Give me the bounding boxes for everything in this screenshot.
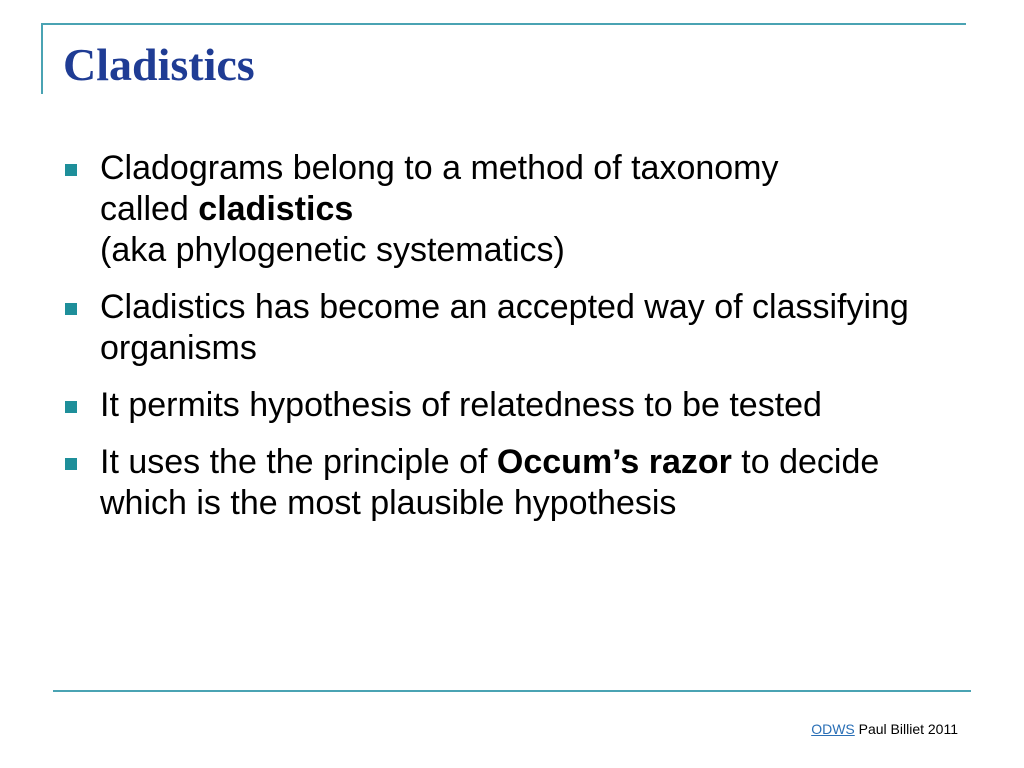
- title-accent-line-top: [41, 23, 966, 25]
- bullet-text: It permits hypothesis of relatedness to be tested: [100, 386, 822, 424]
- footer-credit-text: Paul Billiet 2011: [854, 721, 958, 737]
- footer-credit: [811, 721, 958, 737]
- bullet-list: [62, 148, 972, 540]
- bullet-text-line3: (aka phylogenetic systematics): [100, 231, 565, 269]
- footer-divider-line: [53, 690, 971, 692]
- title-accent-line-left: [41, 23, 43, 94]
- square-bullet-icon: [65, 303, 77, 315]
- square-bullet-icon: [65, 458, 77, 470]
- slide-title: Cladistics: [63, 39, 255, 90]
- bullet-text: Cladistics has become an accepted way of classifying organisms: [100, 288, 909, 367]
- bullet-item-occums-razor: [62, 442, 972, 524]
- bullet-text-prefix: It uses the the principle of: [100, 443, 497, 481]
- bullet-item-cladograms: [62, 148, 972, 271]
- bold-term-occums-razor: Occum’s razor: [496, 443, 732, 481]
- square-bullet-icon: [65, 401, 77, 413]
- footer-link-odws[interactable]: ODWS: [811, 721, 855, 737]
- bullet-text-line2-prefix: called: [100, 190, 199, 228]
- bold-term-cladistics: cladistics: [198, 190, 354, 228]
- bullet-text-line1: Cladograms belong to a method of taxonomy: [100, 149, 779, 187]
- bullet-item-accepted: [62, 287, 972, 369]
- bullet-text-suffix: to decide which is the most plausible hypothesis: [100, 443, 880, 522]
- bullet-item-hypothesis: [62, 385, 972, 426]
- square-bullet-icon: [65, 164, 77, 176]
